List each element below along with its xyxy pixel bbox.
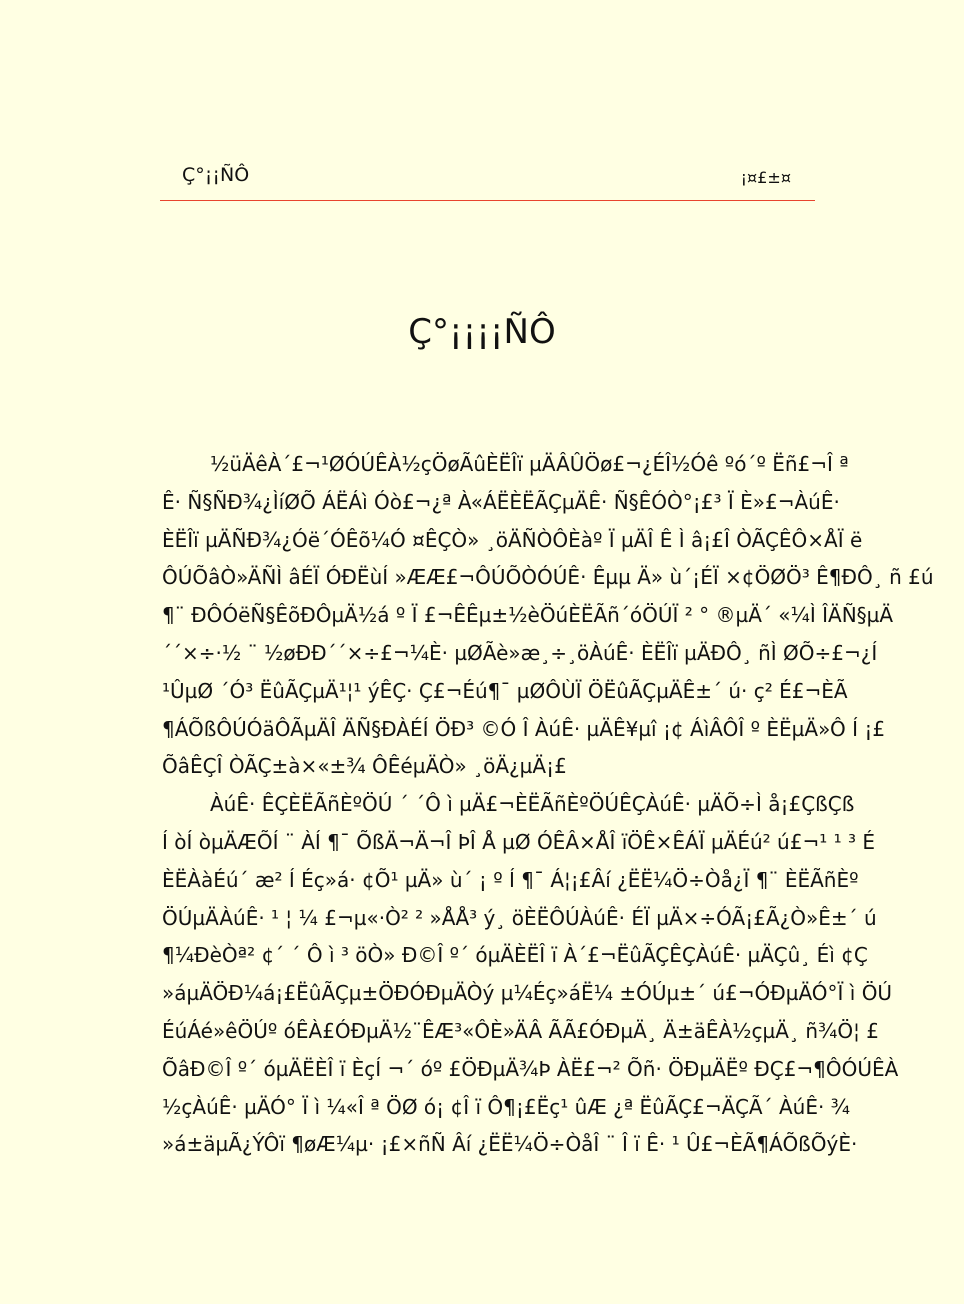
text-line: ¶¼ÐèÒª² ¢´ ´ Ô ì ³ öÒ» Ð©Î º´ óµÄÈËÎ ï À´£¬ËûÃÇÊÇÀúÊ· µÄÇû¸ Éì ¢Ç bbox=[162, 943, 868, 968]
text-line: ÕâÐ©Î º´ óµÄËÈÎ ï ÈçÍ ¬´ óº £ÖÐµÄ¾Þ ÀË£¬² Õñ· ÖÐµÄËº ÐÇ£¬¶ÔÓÚÊÀ bbox=[162, 1056, 899, 1081]
text-line: »áµÄÖÐ¼á¡£ËûÃÇµ±ÖÐÓÐµÄÒý µ¼Éç»áË¼ ±ÓÚµ±´ ú£¬ÓÐµÄÓ°Ï ì ÖÚ bbox=[162, 981, 893, 1006]
text-line: ¶ÁÕßÔÚÓäÔÃµÄÎ ÄÑ§ÐÀÉÍ ÖÐ³ ©Ó Î ÀúÊ· µÄÊ¥µî ¡¢ ÁìÂÔÎ º ÈËµÄ»Ô Í ¡£ bbox=[162, 716, 886, 741]
text-line: ¹ÛµØ ´Ó³ ËûÃÇµÄ¹¦¹ ýÊÇ· Ç£¬Éú¶¯ µØÔÙÏ ÖËûÃÇµÄÊ±´ ú· ç² É£¬ÈÃ bbox=[162, 678, 848, 703]
running-header-title: Ç°¡¡ÑÔ bbox=[182, 164, 250, 186]
text-line: ÈËÎï µÄÑÐ¾¿Óë´ÓÊõ¼Ó ¤ÊÇÒ» ¸öÄÑÒÔÈàº Ï µÄÎ Ê Ì â¡£Î ÒÃÇÊÔ×ÅÏ ë bbox=[162, 527, 863, 552]
body-text bbox=[162, 446, 934, 1164]
text-line: ÀúÊ· ÊÇÈËÃñÈºÖÚ ´ ´Ô ì µÄ£¬ÈËÃñÈºÖÚÊÇÀúÊ· µÄÕ÷Ì å¡£ÇßÇß bbox=[210, 792, 855, 817]
text-line: Ê· Ñ§ÑÐ¾¿ÌíØÕ ÁËÁì Óò£¬¿ª À«ÁËÈËÃÇµÄÊ· Ñ§ÊÓÒ°¡£³ Ï È»£¬ÀúÊ· bbox=[162, 489, 840, 514]
text-line: ÈËÀàÉú´ æ² Í Éç»á· ¢Õ¹ µÄ» ù´ ¡ º Í ¶¯ Á¦¡£Âí ¿ËË¼Ö÷Òå¿Ï ¶¨ ÈËÃñÈº bbox=[162, 867, 859, 892]
running-header bbox=[160, 162, 815, 201]
text-line: ½çÀúÊ· µÄÓ° Ï ì ¼«Î ª ÖØ ó¡ ¢Î ï Ô¶¡£Ëç¹ ûÆ ¿ª ËûÃÇ£¬ÄÇÃ´ ÀúÊ· ¾ bbox=[162, 1094, 851, 1119]
text-line: Í òÍ òµÄÆÕÍ ¨ ÀÍ ¶¯ ÕßÄ¬Ä¬Î ÞÎ Å µØ ÓÊÂ×ÅÎ ïÖÊ×ÊÁÏ µÄÉú² ú£¬¹ ¹ ³ É bbox=[162, 829, 875, 854]
text-line: ÔÚÕâÒ»ÄÑÌ âÉÏ ÓÐËùÍ »ÆÆ£¬ÔÚÕÒÓÚÊ· Êµµ Ä» ù´¡ÉÏ ×¢ÖØÖ³ Ê¶ÐÔ¸ ñ £ú bbox=[162, 565, 934, 590]
text-line: ÕâÊÇÎ ÒÃÇ±à×«±¾ ÔÊéµÄÒ» ¸öÄ¿µÄ¡£ bbox=[162, 754, 567, 779]
text-line: »á±äµÃ¿ÝÔï ¶øÆ¼µ· ¡£×ñÑ Âí ¿ËË¼Ö÷ÒåÎ ¨ Î ï Ê· ¹ Û£¬ÈÃ¶ÁÕßÕýÈ· bbox=[162, 1132, 858, 1157]
text-line: ¶¨ ÐÔÓëÑ§ÊõÐÔµÄ½á º Ï £¬ÊÊµ±½èÖúÈËÃñ´óÖÚÏ ² ° ®µÄ´ «¼Ì ÎÄÑ§µÄ bbox=[162, 603, 894, 628]
chapter-title: Ç°¡¡¡¡ÑÔ bbox=[408, 312, 556, 352]
text-line: ÖÚµÄÀúÊ· ¹ ¦ ¼ £¬µ«·Ò² ² »ÅÅ³ ý¸ öÈËÔÚÀúÊ· ÉÏ µÄ×÷ÓÃ¡£Ã¿Ò»Ê±´ ú bbox=[162, 905, 877, 930]
page-number: ¡¤£±¤ bbox=[740, 168, 791, 187]
text-line: ÉúÁé»êÖÚº óÊÀ£ÓÐµÄ½¨ÊÆ³«ÔÈ»ÄÂ ÃÃ£ÓÐµÄ¸ Ä±äÊÀ½çµÄ¸ ñ¾Ö¦ £ bbox=[162, 1018, 879, 1043]
text-line: ´´×÷·½ ¨ ½øÐÐ´´×÷£¬¼È· µØÃè»æ¸÷¸öÀúÊ· ÈËÎï µÄÐÔ¸ ñÌ ØÕ÷£¬¿Í bbox=[162, 640, 878, 665]
text-line: ½üÄêÀ´£¬¹ØÓÚÊÀ½çÖøÃûÈËÎï µÄÂÛÖø£¬¿ÉÎ½Óê ºó´º Ëñ£¬Î ª bbox=[210, 452, 849, 476]
